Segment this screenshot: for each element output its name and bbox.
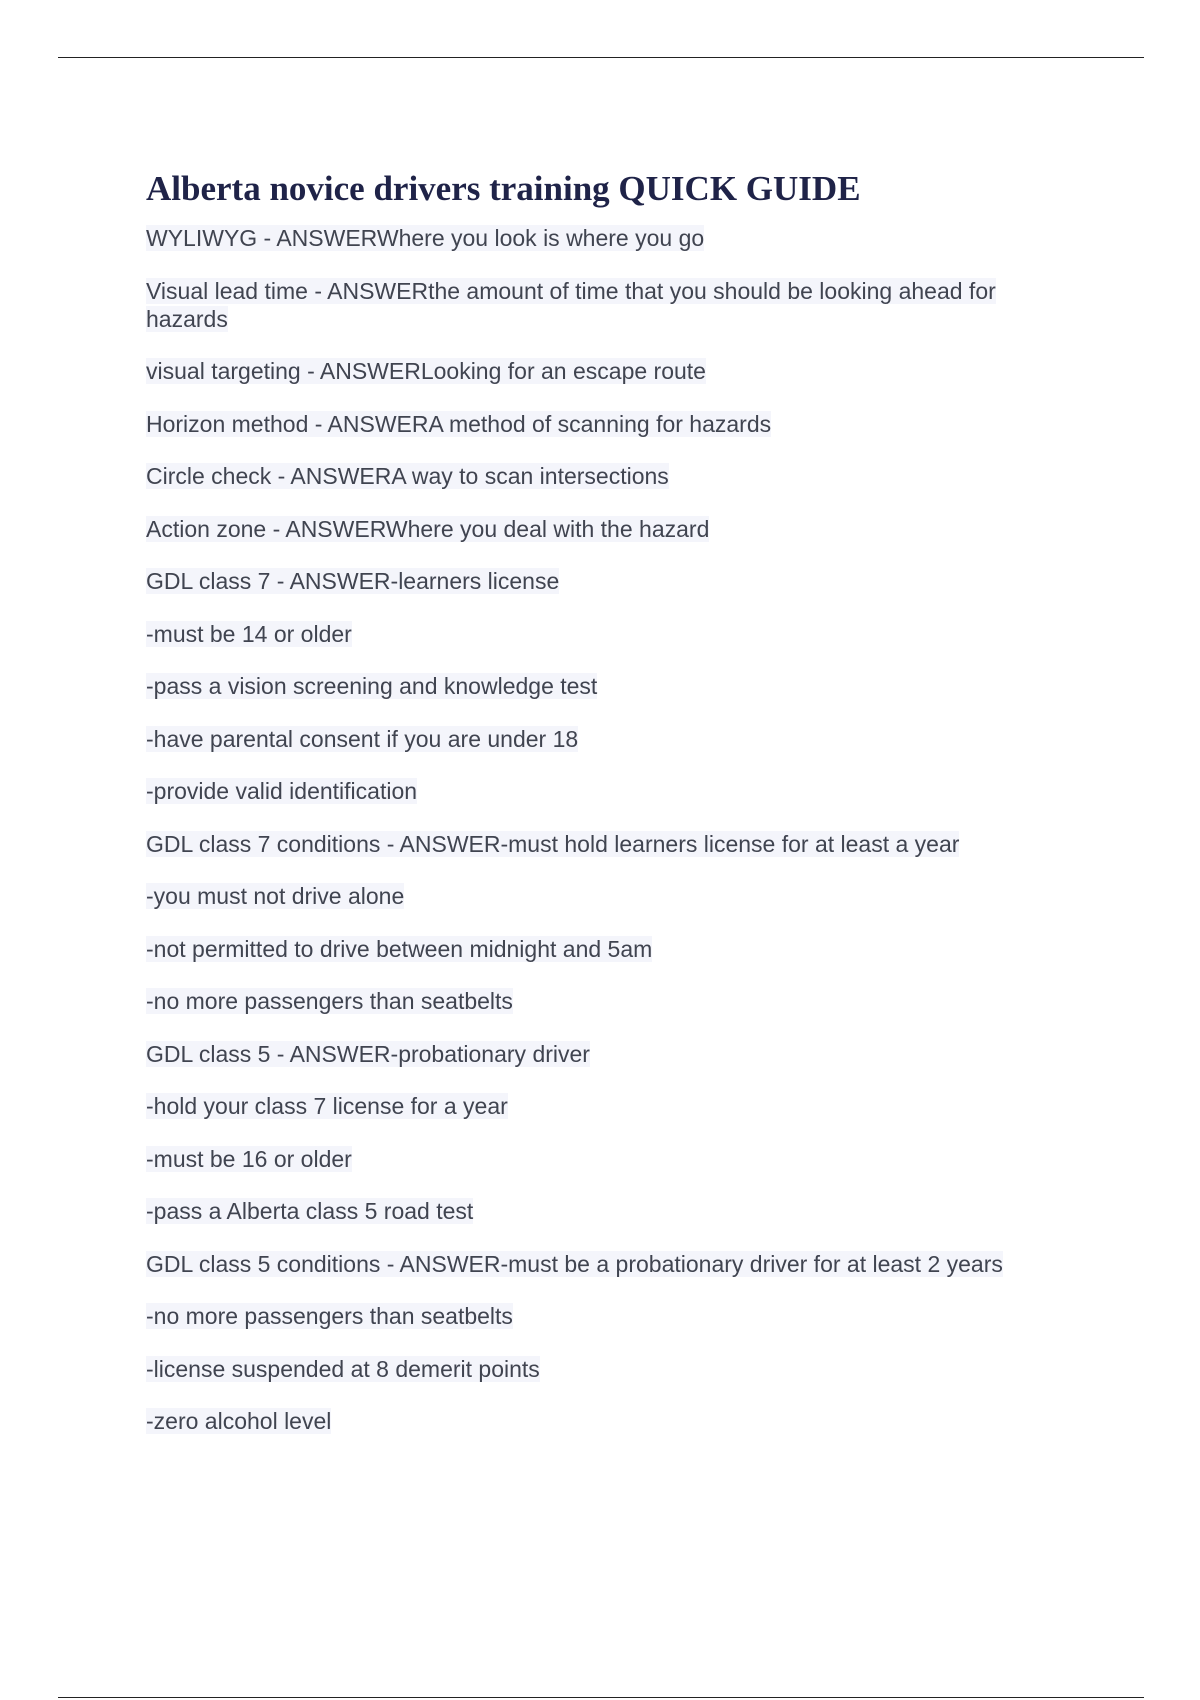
guide-line: -hold your class 7 license for a year <box>146 1093 508 1119</box>
guide-line: -no more passengers than seatbelts <box>146 988 513 1014</box>
guide-line: -provide valid identification <box>146 778 418 804</box>
document-title: Alberta novice drivers training QUICK GUIDE <box>146 169 861 208</box>
guide-line: -no more passengers than seatbelts <box>146 1303 513 1329</box>
guide-line: Horizon method - ANSWERA method of scanning for hazards <box>146 410 772 437</box>
guide-line: -license suspended at 8 demerit points <box>146 1355 540 1382</box>
guide-line: GDL class 5 - ANSWER-probationary driver <box>146 1040 590 1067</box>
bottom-rule <box>58 1697 1144 1698</box>
guide-line: visual targeting - ANSWERLooking for an escape route <box>146 358 706 384</box>
guide-line: -not permitted to drive between midnight and 5am <box>146 935 653 962</box>
guide-line: Action zone - ANSWERWhere you deal with the hazard <box>146 515 710 542</box>
guide-line: GDL class 7 - ANSWER-learners license <box>146 568 560 594</box>
guide-line: WYLIWYG - ANSWERWhere you look is where you go <box>146 225 705 251</box>
guide-line: -pass a Alberta class 5 road test <box>146 1198 474 1224</box>
guide-line: Visual lead time - ANSWERthe amount of time that you should be looking ahead for hazards <box>146 277 996 332</box>
guide-line: -zero alcohol level <box>146 1408 332 1434</box>
document-body <box>146 168 1076 1460</box>
guide-line: GDL class 5 conditions - ANSWER-must be a probationary driver for at least 2 years <box>146 1250 1003 1277</box>
guide-line: GDL class 7 conditions - ANSWER-must hold learners license for at least a year <box>146 830 960 857</box>
top-rule <box>58 57 1144 58</box>
guide-line: -must be 16 or older <box>146 1145 352 1172</box>
guide-line: -must be 14 or older <box>146 620 352 647</box>
guide-line: -have parental consent if you are under 18 <box>146 725 579 752</box>
guide-list <box>146 224 1076 1435</box>
guide-line: -you must not drive alone <box>146 883 405 909</box>
guide-line: Circle check - ANSWERA way to scan intersections <box>146 463 669 489</box>
guide-line: -pass a vision screening and knowledge test <box>146 673 598 699</box>
